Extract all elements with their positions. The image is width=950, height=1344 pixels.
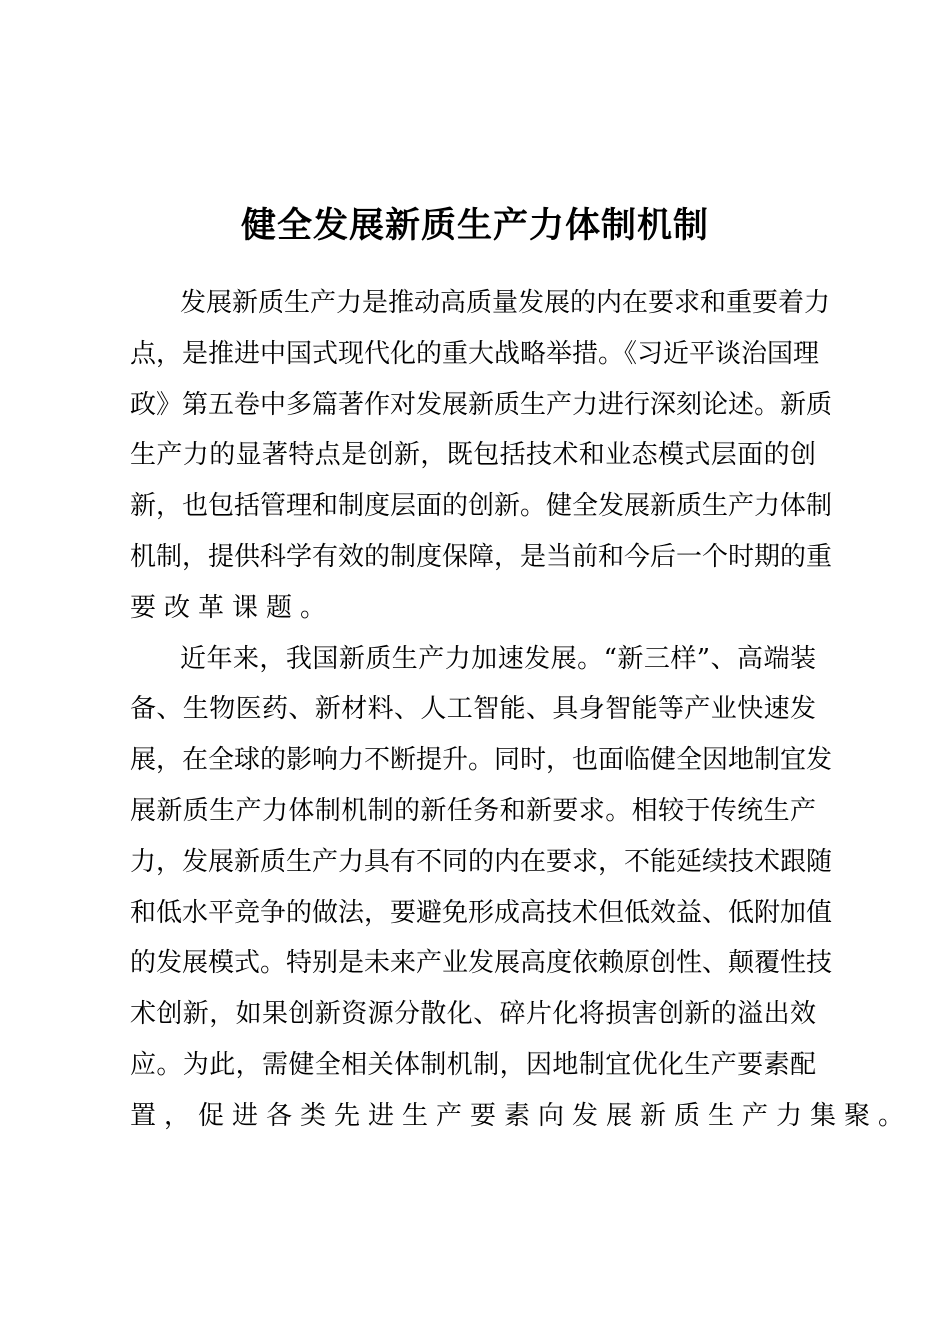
text-line: 新，也包括管理和制度层面的创新。健全发展新质生产力体制 xyxy=(130,491,833,522)
text-line: 置，促进各类先进生产要素向发展新质生产力集聚。 xyxy=(130,1100,913,1131)
text-line: 点，是推进中国式现代化的重大战略举措。《习近平谈治国理 xyxy=(130,338,820,369)
text-line: 展，在全球的影响力不断提升。同时，也面临健全因地制宜发 xyxy=(130,745,833,776)
text-line: 机制，提供科学有效的制度保障，是当前和今后一个时期的重 xyxy=(130,541,833,572)
text-line: 备、生物医药、新材料、人工智能、具身智能等产业快速发 xyxy=(130,694,816,725)
text-line: 和低水平竞争的做法，要避免形成高技术但低效益、低附加值 xyxy=(130,897,833,928)
paragraph-2 xyxy=(130,634,913,1142)
text-line: 的发展模式。特别是未来产业发展高度依赖原创性、颠覆性技 xyxy=(130,948,833,979)
text-line: 术创新，如果创新资源分散化、碎片化将损害创新的溢出效 xyxy=(130,999,816,1030)
text-line: 展新质生产力体制机制的新任务和新要求。相较于传统生产 xyxy=(130,795,816,826)
text-line: 近年来，我国新质生产力加速发展。“新三样”、高端装 xyxy=(180,643,816,674)
paragraph-1 xyxy=(130,278,833,634)
document-body xyxy=(130,278,913,1142)
text-line: 要改革课题。 xyxy=(130,592,335,623)
document-title: 健全发展新质生产力体制机制 xyxy=(240,205,709,247)
text-line: 生产力的显著特点是创新，既包括技术和业态模式层面的创 xyxy=(130,440,816,471)
text-line: 应。为此，需健全相关体制机制，因地制宜优化生产要素配 xyxy=(130,1049,816,1080)
text-line: 政》第五卷中多篇著作对发展新质生产力进行深刻论述。新质 xyxy=(130,389,833,420)
text-line: 力，发展新质生产力具有不同的内在要求，不能延续技术跟随 xyxy=(130,846,833,877)
text-line: 发展新质生产力是推动高质量发展的内在要求和重要着力 xyxy=(180,288,831,318)
